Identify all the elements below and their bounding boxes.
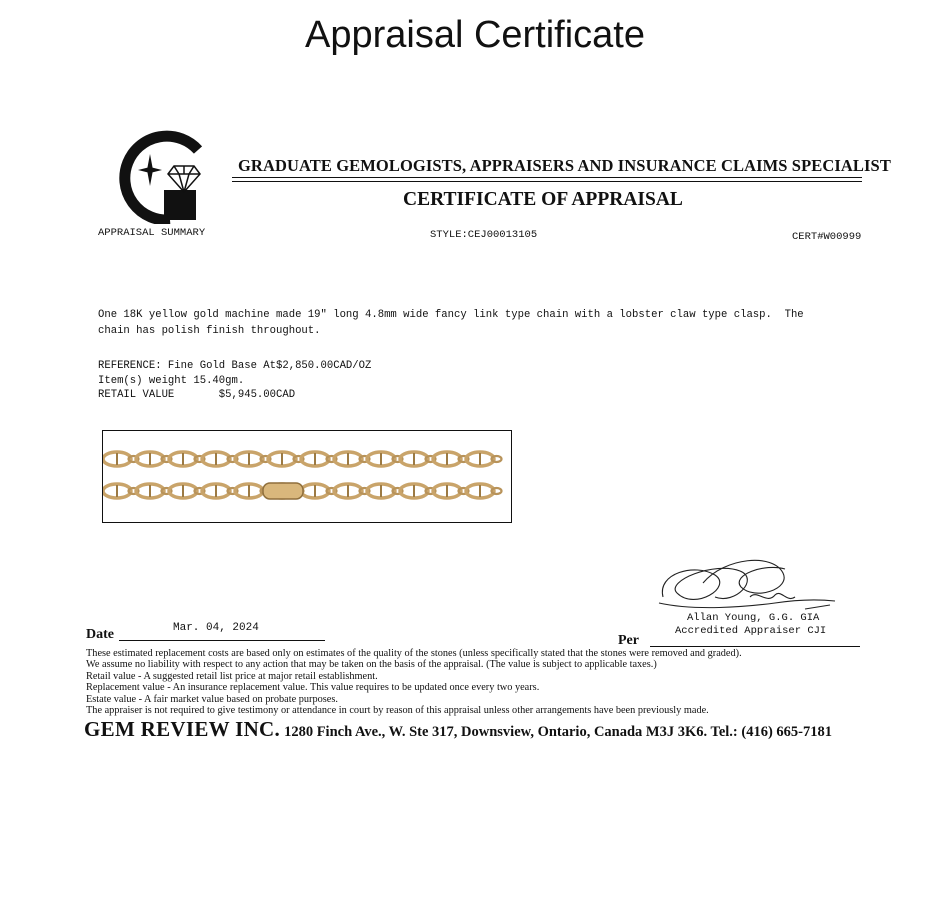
- date-label: Date: [86, 627, 114, 642]
- chain-strand: [103, 483, 502, 499]
- certificate-title: CERTIFICATE OF APPRAISAL: [403, 189, 683, 210]
- footer: [84, 717, 832, 742]
- gold-chain-photo: [102, 430, 512, 523]
- company-address: 1280 Finch Ave., W. Ste 317, Downsview, Ontario, Canada M3J 3K6. Tel.: (416) 665-7181: [284, 724, 832, 740]
- description-line: chain has polish finish throughout.: [98, 325, 321, 337]
- appraiser-name: Allan Young, G.G. GIA: [687, 612, 820, 624]
- chain-strand: [103, 452, 502, 466]
- disclaimer-line: Estate value - A fair market value based on probate purposes.: [86, 693, 338, 705]
- disclaimer-line: These estimated replacement costs are based only on estimates of the quality of the stones (unless specifically stated that the stones were removed and graded).: [86, 648, 742, 659]
- valuation-block: [98, 359, 371, 403]
- date-line: [119, 640, 325, 641]
- gem-diamond-logo-icon: [112, 128, 212, 224]
- reference-line: REFERENCE: Fine Gold Base At$2,850.00CAD/OZ: [98, 360, 372, 372]
- disclaimer-line: We assume no liability with respect to any action that may be taken on the basis of the appraisal. (The value is subject to applicable taxes.): [86, 659, 657, 671]
- disclaimer-line: Replacement value - An insurance replacement value. This value requires to be updated once every two years.: [86, 682, 540, 694]
- page-title: Appraisal Certificate: [304, 14, 646, 56]
- date-value: Mar. 04, 2024: [173, 622, 259, 634]
- appraisal-summary-label: APPRAISAL SUMMARY: [98, 227, 206, 239]
- company-name: GEM REVIEW INC.: [84, 717, 281, 741]
- gold-chain-photo-icon: [103, 431, 511, 522]
- lobster-clasp: [263, 483, 303, 499]
- appraiser-signature: [655, 553, 845, 619]
- retail-value-line: RETAIL VALUE $5,945.00CAD: [98, 389, 296, 401]
- description-line: One 18K yellow gold machine made 19" long 4.8mm wide fancy link type chain with a lobster claw type clasp. The: [98, 309, 804, 321]
- disclaimer-line: The appraiser is not required to give testimony or attendance in court by reason of this appraisal unless other arrangements have been previously made.: [86, 705, 709, 717]
- item-description: [98, 307, 888, 339]
- signature-line: [650, 646, 860, 647]
- header-rule-thin: [232, 181, 862, 182]
- style-number: STYLE:CEJ00013105: [430, 229, 538, 241]
- appraiser-title: Accredited Appraiser CJI: [675, 625, 827, 637]
- weight-line: Item(s) weight 15.40gm.: [98, 374, 245, 387]
- disclaimer-block: [86, 648, 886, 716]
- disclaimer-line: Retail value - A suggested retail list price at major retail establishment.: [86, 670, 378, 682]
- per-label: Per: [618, 633, 639, 648]
- organization-name: GRADUATE GEMOLOGISTS, APPRAISERS AND INSURANCE CLAIMS SPECIALIST: [238, 156, 891, 175]
- certificate-number: CERT#W00999: [792, 231, 862, 243]
- header-rule: [232, 177, 862, 178]
